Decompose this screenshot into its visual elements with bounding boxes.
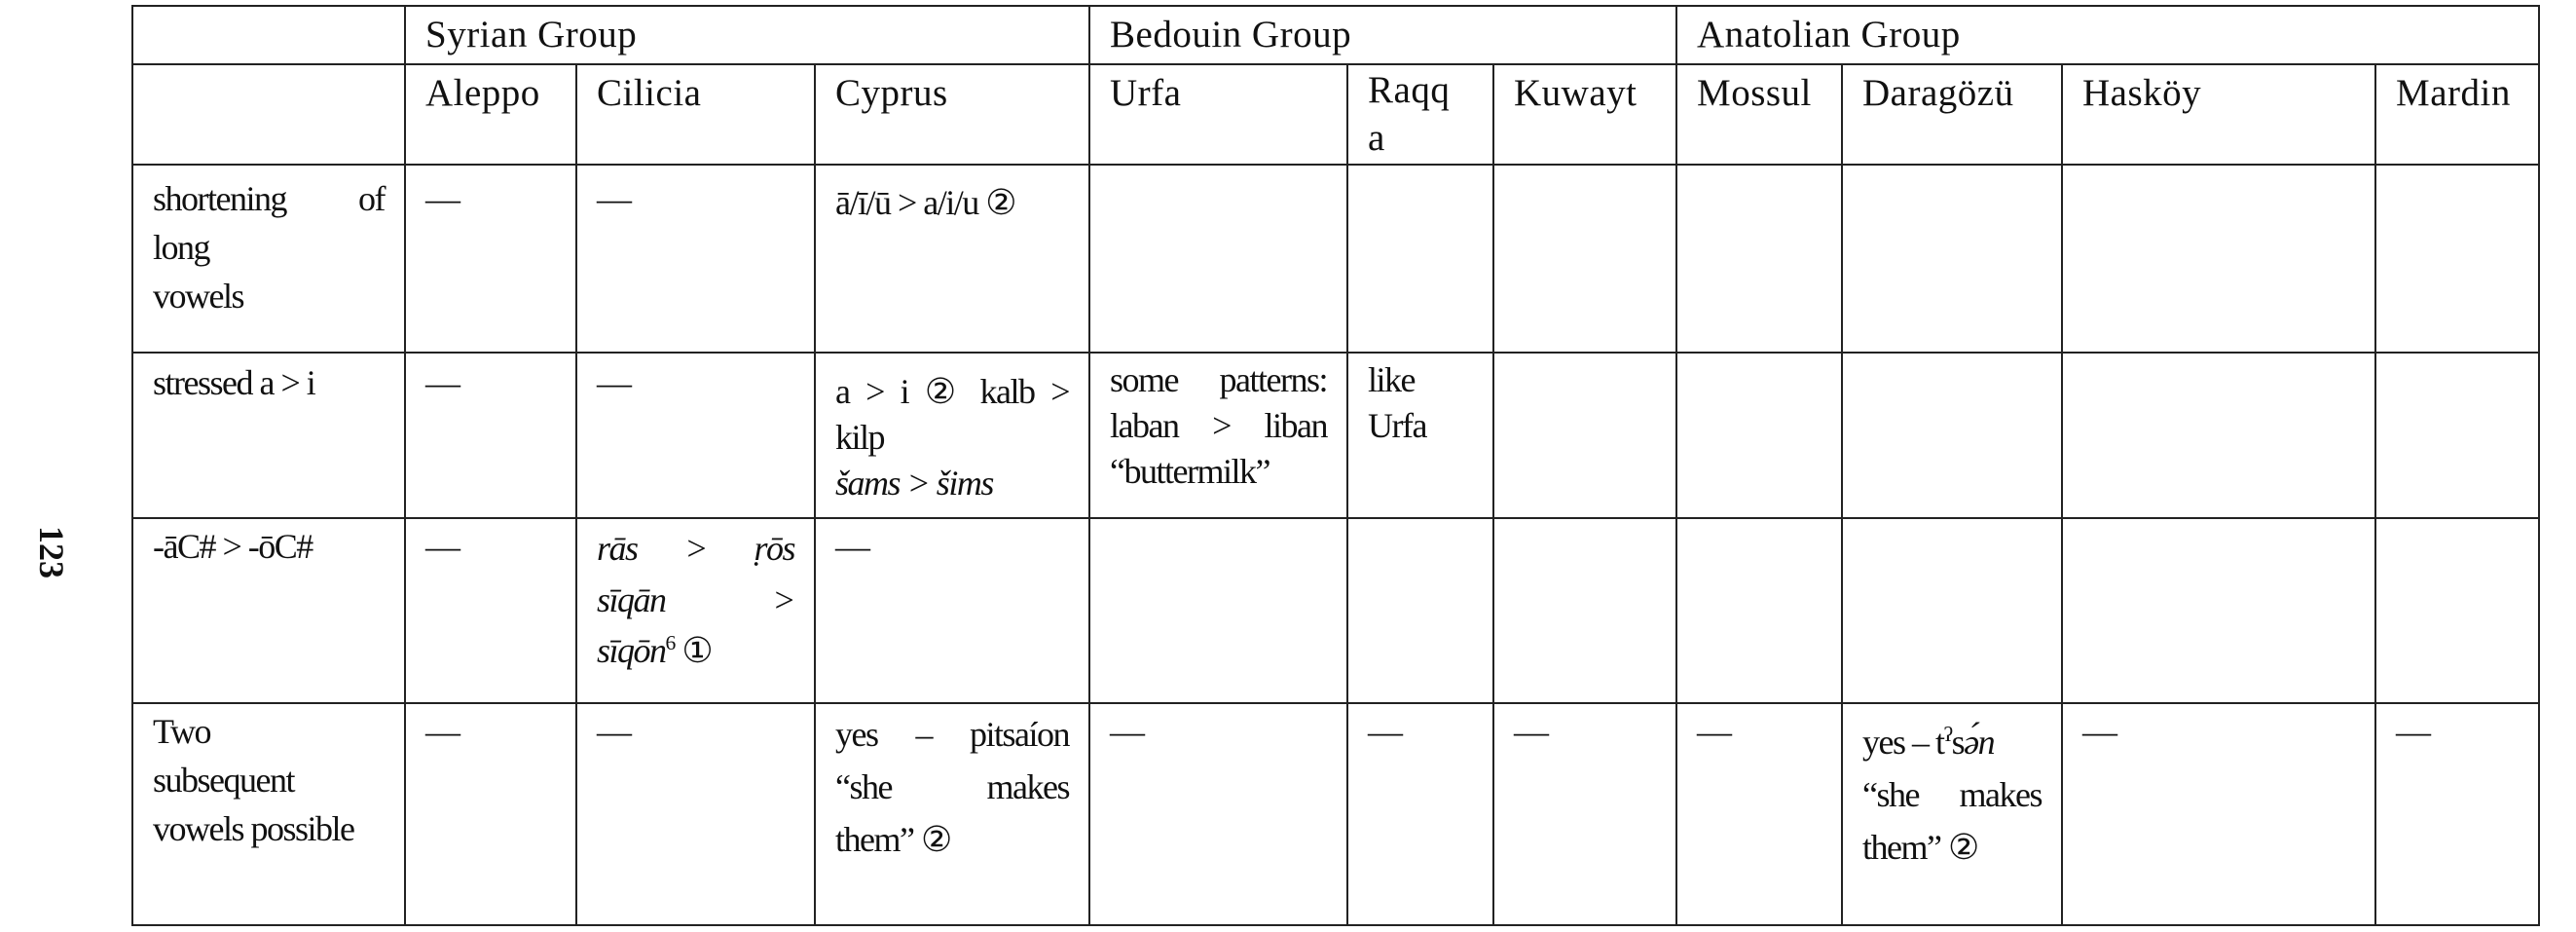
cell-r3-mardin [2375,518,2539,703]
cilicia-r3-line-1 [597,523,794,574]
cell-r3-cyprus: — [815,518,1089,703]
cilicia-r3-line-3 [597,625,794,676]
cell-r1-mossul [1676,165,1842,353]
cilicia-r3-word-4: sīqān [597,579,666,619]
cyprus-r4-line-2 [835,761,1069,813]
cyprus-r4-line-1 [835,708,1069,761]
row-two-vowels [132,703,2539,925]
daragozu-r4-word-she: “she [1862,775,1919,815]
row-stressed [132,353,2539,518]
cell-r4-haskoy: — [2062,703,2375,925]
label-line-1 [153,175,385,224]
cell-r1-cilicia: — [576,165,815,353]
cell-r3-mossul [1676,518,1842,703]
footnote-mark: 6 [665,630,675,654]
cyprus-r2-part-2: kalb > [979,372,1070,412]
cell-r1-urfa [1089,165,1347,353]
cell-r4-cyprus [815,703,1089,925]
dialect-header-mossul: Mossul [1676,64,1842,166]
cell-r1-cyprus: ā/ī/ū > a/i/u ② [815,165,1089,353]
dialect-header-urfa: Urfa [1089,64,1347,166]
cell-r2-haskoy [2062,353,2375,518]
page-number: 123 [32,526,71,578]
cyprus-r4-word-5: makes [986,767,1070,807]
cell-r2-mardin [2375,353,2539,518]
cell-r3-urfa [1089,518,1347,703]
dialect-header-haskoy: Hasköy [2062,64,2375,166]
cilicia-r3-word-5: > [772,579,794,619]
label-word-shortening: shortening [153,179,286,219]
raqqa-header-part-1: Raqq [1368,68,1451,111]
dialect-header-aleppo: Aleppo [405,64,576,166]
cell-r4-mossul: — [1676,703,1842,925]
cell-r3-raqqa [1347,518,1493,703]
group-header-row [132,6,2539,64]
cell-r2-cilicia: — [576,353,815,518]
cell-r4-mardin: — [2375,703,2539,925]
dialect-header-cyprus: Cyprus [815,64,1089,166]
cyprus-r4-line-3: them” ② [835,820,951,860]
cell-r2-kuwayt [1493,353,1676,518]
dialect-header-cilicia: Cilicia [576,64,815,166]
daragozu-r4-line-2 [1862,768,2042,821]
daragozu-r4-part-1: yes – t [1862,723,1944,763]
label-long-a-to-o: -āC# > -ōC# [132,518,405,703]
cyprus-r2-line-2: kilp [835,418,885,458]
dialect-header-row [132,64,2539,166]
cell-r2-daragozu [1842,353,2062,518]
cell-r2-raqqa [1347,353,1493,518]
cyprus-r4-word-3: pitsaíon [970,715,1070,755]
daragozu-r4-line-1 [1862,716,2042,768]
empty-label-cell [132,64,405,166]
urfa-r2-line-2: laban > liban [1110,406,1328,446]
dialect-header-daragozu: Daragözü [1842,64,2062,166]
group-header-bedouin: Bedouin Group [1089,6,1676,64]
daragozu-r4-line-3: them” ② [1862,828,1978,868]
row-shortening [132,165,2539,353]
cilicia-r3-word-2: > [684,529,707,569]
cyprus-r2-line-1 [835,369,1069,415]
raqqa-r2-line-1: like [1368,360,1415,400]
cell-r3-haskoy [2062,518,2375,703]
cyprus-r2-line-3: šams > šims [835,463,993,503]
cyprus-r4-word-2: – [915,715,933,755]
label-stressed: stressed a > i [132,353,405,518]
dialect-header-mardin: Mardin [2375,64,2539,166]
urfa-r2-line-1: some patterns: [1110,360,1328,400]
cell-r4-daragozu [1842,703,2062,925]
label-word-vowels: vowels [153,276,243,316]
daragozu-r4-glottal: ʔ [1943,723,1952,747]
cyprus-r4-word-1: yes [835,715,878,755]
cell-r3-daragozu [1842,518,2062,703]
cilicia-r3-line-2 [597,575,794,625]
daragozu-r4-part-3: ə́n [1964,723,1995,763]
cell-r1-haskoy [2062,165,2375,353]
dialect-header-kuwayt: Kuwayt [1493,64,1676,166]
cell-r4-kuwayt: — [1493,703,1676,925]
label-line-subsequent: subsequent [153,760,294,800]
cell-r2-urfa [1089,353,1347,518]
circled-1-mark: ① [681,630,713,670]
cell-r2-cyprus [815,353,1089,518]
label-word-of: of [358,179,385,219]
cell-r1-mardin [2375,165,2539,353]
label-line-two: Two [153,712,210,752]
empty-corner-cell [132,6,405,64]
cilicia-r3-word-3: ṛōs [754,529,795,569]
cell-r4-cilicia: — [576,703,815,925]
cilicia-r3-word-6: sīqōn [597,630,666,670]
daragozu-r4-word-makes: makes [1959,775,2042,815]
row-long-a-to-o [132,518,2539,703]
daragozu-r4-part-2: s [1951,723,1965,763]
cell-r3-aleppo: — [405,518,576,703]
cell-r3-kuwayt [1493,518,1676,703]
label-two-vowels [132,703,405,925]
label-shortening [132,165,405,353]
cell-r1-raqqa [1347,165,1493,353]
label-line-vowels-possible: vowels possible [153,808,354,848]
raqqa-header-part-2: a [1368,116,1385,159]
cell-r1-daragozu [1842,165,2062,353]
group-header-anatolian: Anatolian Group [1676,6,2539,64]
cell-r3-cilicia [576,518,815,703]
cell-r2-aleppo: — [405,353,576,518]
label-word-long: long [153,227,210,267]
cell-r4-aleppo: — [405,703,576,925]
cell-r4-raqqa: — [1347,703,1493,925]
raqqa-r2-line-2: Urfa [1368,406,1426,446]
dialect-comparison-table [131,5,2540,926]
cyprus-r4-word-4: “she [835,767,892,807]
cell-r2-mossul [1676,353,1842,518]
urfa-r2-line-3: “buttermilk” [1110,451,1270,491]
cyprus-r2-part-1: a > i ② [835,372,964,412]
cilicia-r3-word-1: rās [597,529,638,569]
dialect-header-raqqa [1347,64,1493,166]
cell-r4-urfa: — [1089,703,1347,925]
cell-r1-kuwayt [1493,165,1676,353]
cell-r1-aleppo: — [405,165,576,353]
group-header-syrian: Syrian Group [405,6,1089,64]
